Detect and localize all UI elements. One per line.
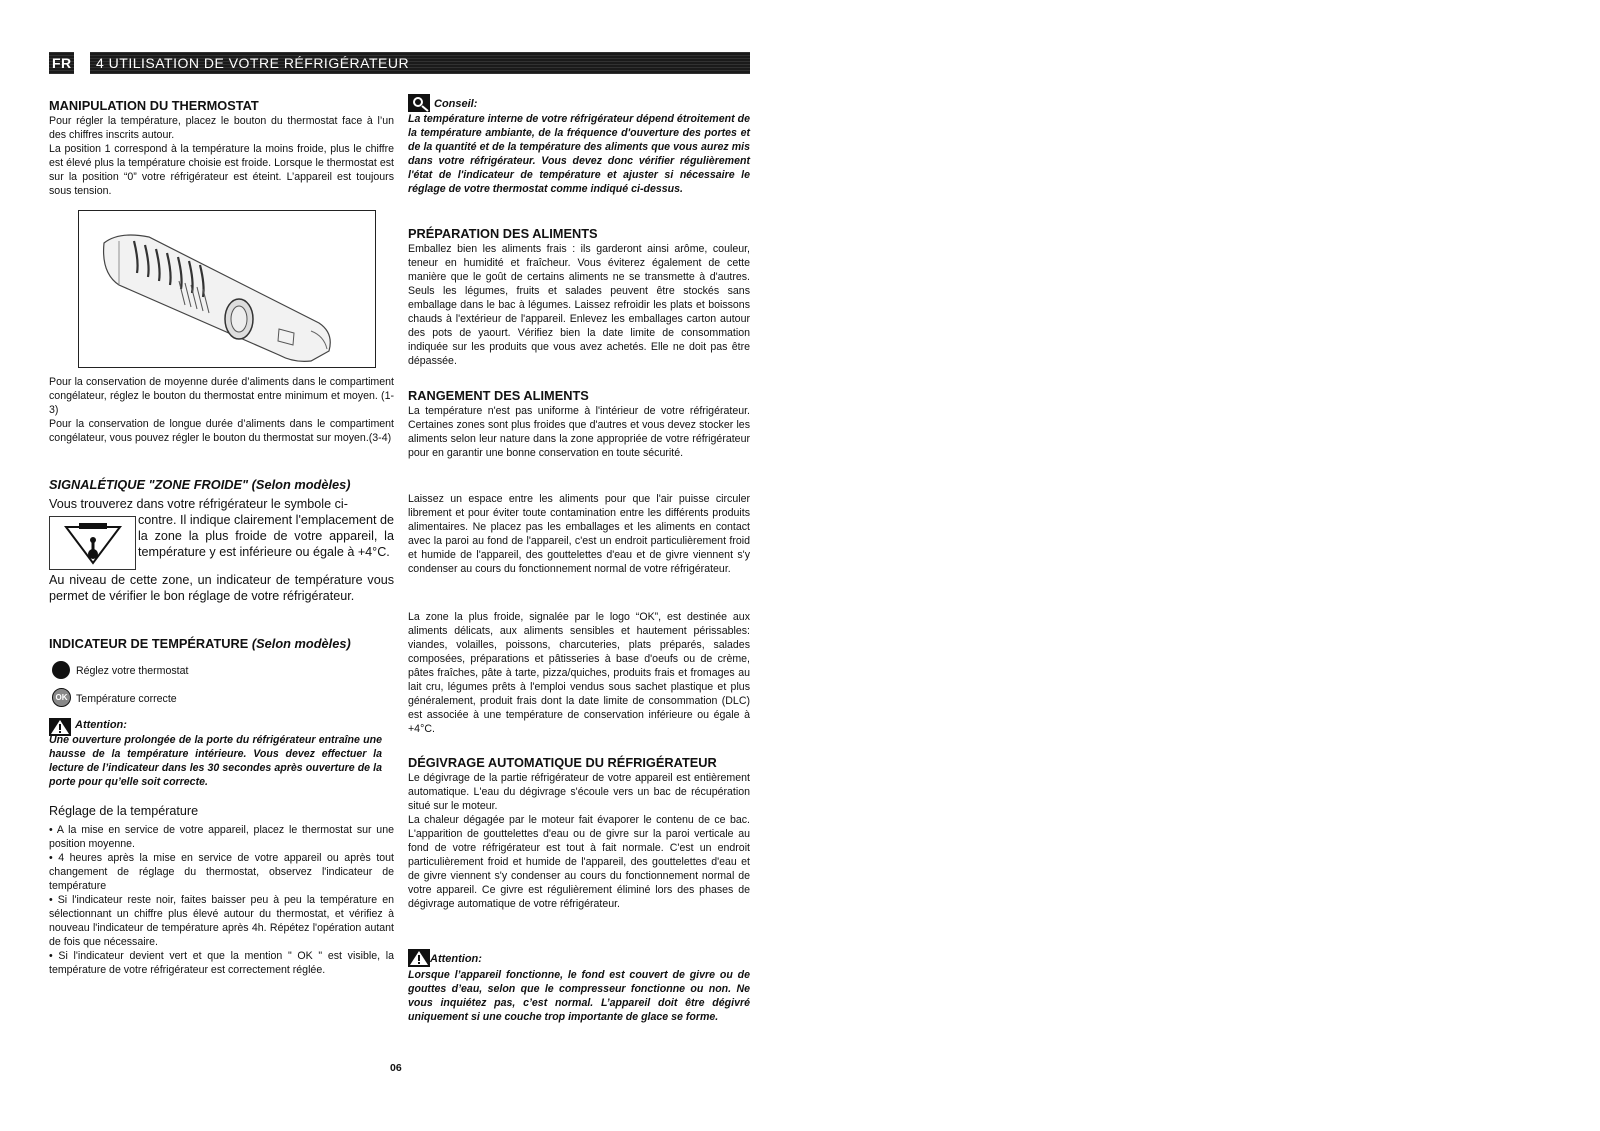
- indicator-title-suffix: (Selon modèles): [251, 636, 351, 651]
- degivrage-section: [408, 755, 750, 911]
- page-number: 06: [390, 1062, 402, 1074]
- indicator-title: INDICATEUR DE TEMPÉRATURE: [49, 636, 249, 651]
- thermostat-section: [49, 98, 394, 198]
- section-header: [90, 52, 750, 74]
- magnifier-icon: [408, 94, 430, 112]
- reglage-bullet-4: • Si l'indicateur devient vert et que la mention " OK " est visible, la température de votre réfrigérateur est correctement réglée.: [49, 950, 394, 976]
- attention-right-label: Attention:: [430, 953, 482, 965]
- conservation-paragraph-1: Pour la conservation de moyenne durée d’aliments dans le compartiment congélateur, réglez le bouton du thermostat entre minimum et moyen. (1-3): [49, 376, 394, 416]
- rangement-title: RANGEMENT DES ALIMENTS: [408, 388, 589, 403]
- indicator-item-2: [49, 687, 394, 707]
- conseil-text: La température interne de votre réfrigérateur dépend étroitement de la température ambiante, de la fréquence d'ouverture des portes et de la quantité et de la température des aliments que vous aurez mis dans votre réfrigérateur. Vous devez donc vérifier régulièrement l'état de l'indicateur de température et ajuster si nécessaire le réglage de votre thermostat comme indiqué ci-dessus.: [408, 113, 750, 195]
- degivrage-paragraph-2: La chaleur dégagée par le moteur fait évaporer le contenu de ce bac. L'apparition de gouttelettes d'eau ou de givre sur la paroi verticale au fond de votre réfrigérateur est tout à fait normale. C'est un endroit particulièrement froid et humide de l'appareil, des gouttelettes d'eau et de givre viennent s'y condenser au cours du fonctionnement normal de votre appareil. Ce givre est régulièrement éliminé lors des phases de dégivrage automatique de votre réfrigérateur.: [408, 814, 750, 910]
- preparation-text: Emballez bien les aliments frais : ils garderont ainsi arôme, couleur, teneur en humidité et fraîcheur. Vous éviterez également de cette manière que le goût de certains aliments ne se transmette à d'autres. Seuls les légumes, fruits et salades peuvent être stockés sans emballage dans le bac à légumes. Laissez refroidir les plats et boissons chauds à l'extérieur de l'appareil. Enlevez les emballages carton autour des pots de yaourt. Vérifiez bien la date limite de consommation indiquée sur les produits que vous avez achetés. Elle ne doit pas être dépassée.: [408, 243, 750, 367]
- rangement-section: [408, 388, 750, 460]
- indicator-item-1: [49, 659, 394, 679]
- zone-description: contre. Il indique clairement l'emplacement de la zone la plus froide de votre appareil, la température y est inférieure ou égale à +4°C.: [138, 513, 394, 559]
- thermostat-drawing: [79, 211, 375, 367]
- rangement-paragraph-1: La température n'est pas uniforme à l'intérieur de votre réfrigérateur. Certaines zones sont plus froides que d'autres et vous devez stocker les aliments selon leur nature dans la zone appropriée de votre réfrigérateur pour en garantir une bonne conservation en toute sécurité.: [408, 405, 750, 459]
- rangement-paragraph-3: La zone la plus froide, signalée par le logo “OK”, est destinée aux aliments délicats, aux aliments sensibles et hautement périssables: viandes, volailles, poissons, charcuteries, plats préparés, salades composées, préparations et pâtisseries à base d'oeufs ou de crème, pâtes fraîches, pâte à tarte, pizza/quiches, produits frais et fromages au lait cru, légumes prêts à l'emploi vendus sous sachet plastique et plus généralement, produit frais dont la date limite de consommation (DLC) est associée à une température de conservation inférieure ou égale à +4°C.: [408, 611, 750, 735]
- zone-intro: Vous trouverez dans votre réfrigérateur le symbole ci-: [49, 497, 348, 511]
- attention-left-text: Une ouverture prolongée de la porte du réfrigérateur entraîne une hausse de la température intérieure. Vous devez effectuer la lecture de l’indicateur dans les 30 secondes après ouverture de la porte pour qu’elle soit correcte.: [49, 734, 382, 788]
- indicator-item-1-label: Réglez votre thermostat: [76, 665, 189, 677]
- conservation-section: [49, 375, 394, 445]
- ok-icon: OK: [52, 688, 71, 707]
- conservation-paragraph-2: Pour la conservation de longue durée d’aliments dans le compartiment congélateur, vous pouvez régler le bouton du thermostat sur moyen.(3-4): [49, 418, 394, 444]
- attention-right-text: Lorsque l’appareil fonctionne, le fond est couvert de givre ou de gouttes d’eau, selon que le compresseur fonctionne ou non. Ne vous inquiétez pas, c’est normal. L’appareil doit être dégivré uniquement si une couche trop importante de glace se forme.: [408, 969, 750, 1023]
- conseil-label: Conseil:: [434, 98, 478, 110]
- reglage-bullet-1: • A la mise en service de votre appareil, placez le thermostat sur une position moyenne.: [49, 824, 394, 850]
- attention-left-label: Attention:: [75, 719, 127, 731]
- warning-icon: [408, 949, 430, 967]
- zone-indicator-text: Au niveau de cette zone, un indicateur de température vous permet de vérifier le bon réglage de votre réfrigérateur.: [49, 573, 394, 603]
- section-title: 4 UTILISATION DE VOTRE RÉFRIGÉRATEUR: [96, 55, 410, 71]
- black-dot-icon: [52, 661, 70, 679]
- indicator-heading: [49, 636, 394, 652]
- language-label: FR: [52, 55, 72, 71]
- degivrage-paragraph-1: Le dégivrage de la partie réfrigérateur de votre appareil est entièrement automatique. L'eau du dégivrage s'écoule vers un bac de récupération situé sur le moteur.: [408, 772, 750, 812]
- degivrage-title: DÉGIVRAGE AUTOMATIQUE DU RÉFRIGÉRATEUR: [408, 755, 717, 770]
- reglage-list: [49, 823, 394, 977]
- language-tag: [49, 52, 74, 74]
- indicator-item-2-label: Température correcte: [76, 693, 177, 705]
- rangement-paragraph-2: Laissez un espace entre les aliments pour que l'air puisse circuler librement et pour éviter toute contamination entre les différents produits alimentaires. Ne placez pas les emballages et les aliments en contact avec la paroi au fond de l'appareil, c'est un endroit particulièrement froid et humide de l'appareil, des gouttelettes d'eau et de givre viennent s'y condenser au cours du fonctionnement normal de votre réfrigérateur.: [408, 493, 750, 575]
- preparation-title: PRÉPARATION DES ALIMENTS: [408, 226, 598, 241]
- thermostat-illustration: [78, 210, 376, 368]
- reglage-title: Réglage de la température: [49, 804, 199, 818]
- thermostat-title: MANIPULATION DU THERMOSTAT: [49, 98, 259, 113]
- thermostat-paragraph-1: Pour régler la température, placez le bouton du thermostat face à l’un des chiffres inscrits autour.: [49, 115, 394, 141]
- reglage-bullet-2: • 4 heures après la mise en service de votre appareil ou après tout changement de réglage du thermostat, observez l'indicateur de température: [49, 852, 394, 892]
- cold-zone-icon: [50, 517, 135, 569]
- zone-froide-title: SIGNALÉTIQUE "ZONE FROIDE" (Selon modèles): [49, 477, 351, 492]
- zone-froide-symbol: [49, 516, 136, 570]
- reglage-bullet-3: • Si l'indicateur reste noir, faites baisser peu à peu la température en sélectionnant un chiffre plus élevé autour du thermostat, et vérifiez à nouveau l'indicateur de température après 4h. Répétez l'opération autant de fois que nécessaire.: [49, 894, 394, 948]
- thermostat-paragraph-2: La position 1 correspond à la température la moins froide, plus le chiffre est élevé plus la température choisie est froide. Lorsque le thermostat est sur la position “0” votre réfrigérateur est éteint. L’appareil est toujours sous tension.: [49, 143, 394, 197]
- preparation-section: [408, 226, 750, 368]
